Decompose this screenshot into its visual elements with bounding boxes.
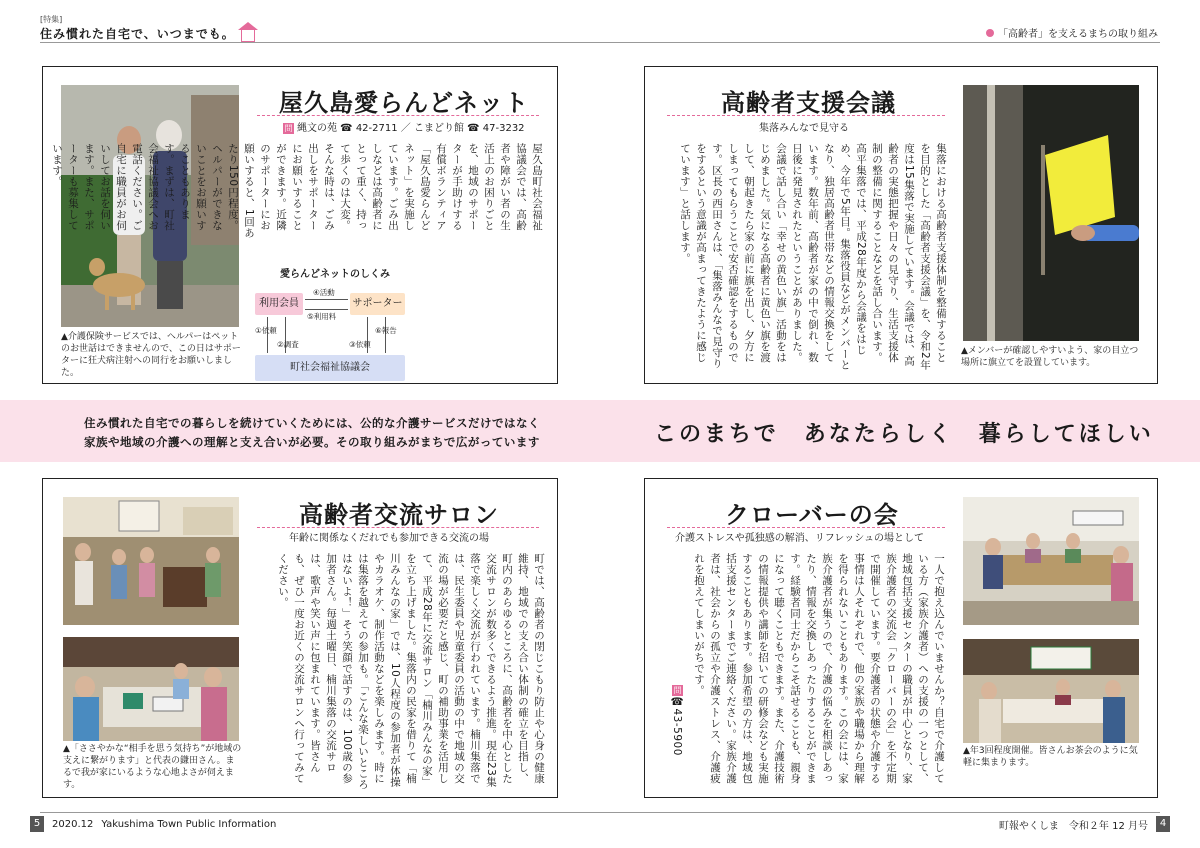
diagram-label: ⑤利用料 xyxy=(307,312,337,321)
section-label xyxy=(986,25,1158,40)
diagram-title: 愛らんどネットのしくみ xyxy=(280,269,390,280)
bullet-dot-icon xyxy=(986,29,994,37)
panel-shien xyxy=(644,66,1158,384)
photo-clover-meeting xyxy=(963,497,1139,625)
diagram-supporter: サポーター xyxy=(350,293,405,315)
footer-left xyxy=(30,816,276,832)
panel-title: 屋久島愛らんどネット xyxy=(279,89,529,117)
feature-tag: [特集] xyxy=(40,15,63,24)
publication-name: Yakushima Town Public Information xyxy=(101,818,277,830)
photo-clover-tea xyxy=(963,639,1139,743)
panel-subtitle: 年齢に関係なくだれでも参加できる交流の場 xyxy=(289,533,489,544)
title-divider xyxy=(257,527,539,528)
footer-right xyxy=(999,816,1170,832)
title-divider xyxy=(257,115,539,116)
panel-body-text: 町では、高齢者の閉じこもり防止や心身の健康維持、地域での支え合い体制の確立を目指し、町内のあらゆるところに、高齢者を中心とした交流サロンが数多くできるよう推進。現在23集落で楽しく交流が行われています。楠川集落では、民生委員や児童委員の活動の中で地域の交流の場が必要だと感じ、町の補助事業を活用して、平成28年に交流サロン「楠川みんなの家」を立ち上げました。集落内の民家を借りて「楠川みんなの家」では、10人程度の参加者が体操やカラオケ、制作活動などを楽しみます。時には集落を越えての参加も。「こんな楽しいところはないよ！」そう笑顔で話すのは、100歳の参加者さん。毎週土曜日、楠川集落の交流サロは、歌声や笑い声に包まれています。皆さんも、ぜひ一度お近くの交流サロンへ行ってみてください。 xyxy=(277,553,545,790)
feature-lead-line: 住み慣れた自宅での暮らしを続けていくためには、公的な介護サービスだけではなく xyxy=(84,416,540,430)
panel-subtitle: 介護ストレスや孤独感の解消、リフレッシュの場として xyxy=(675,533,924,544)
diagram-label: ①依頼 xyxy=(255,326,277,335)
series-header xyxy=(40,14,255,42)
section-label-text: 「高齢者」を支えるまちの取り組み xyxy=(998,29,1158,40)
panel-body-text: 集落における高齢者支援体制を整備することを目的とした「高齢者支援会議」を、令和2年度は15集落で実施しています。会議では、高齢者の実態把握や日々の見守り、生活支援体制の整備に関することなどを話し合います。高平集落では、平成28年度から会議をはじめ、今年で5年目。集落役員などがメンバーとなり、独居高齢者世帯などの情報交換をしています。数年前、高齢者が家の中で倒れ、数日後に発見されたということがありました。会議で話し合い「幸せの黄色い旗」活動をはじめました。気になる高齢者に黄色い旗を渡して、朝起きたら家の前に旗を出し、夕方にしまってもらうことで安否確認をするものです。区長の西田さんは、「集落みんなで見守りをするという意識が高まってきたように感じています」と話します。 xyxy=(679,143,947,371)
photo-caption: ▲年3回程度開催。皆さんお茶会のように気軽に集まります。 xyxy=(963,746,1138,769)
diagram-label: ③依頼 xyxy=(349,340,371,349)
diagram-label: ②調査 xyxy=(277,340,299,349)
feature-slogan: このまちで あなたらしく 暮らしてほしい xyxy=(654,422,1154,447)
panel-body-text: 一人で抱え込んでいませんか？自宅で介護している方（家族介護者）への支援の一つとして、地域包括支援センターの職員が中心となり、家族介護者の交流会「クローバーの会」を不定期で開催しています。要介護者の状態や介護する事情は人それぞれで、他の家族や職場から理解を得られないこともあります。この会には、家族介護者が集うので、介護の悩みを相談しあったり、情報を交換しあったりすることができます。経験者同士だからこそ話せることも、親身になって聴くこともできます。また、介護技術の情報提供や講師を招いての研修会なども実施することもあります。参加希望の方は、地域包括支援センターまでご連絡ください。家族介護者は、社会からの孤立や介護ストレス、介護疲れを抱えてしまいがちです。 xyxy=(693,553,945,784)
panel-title: クローバーの会 xyxy=(725,501,899,529)
series-title xyxy=(40,25,255,42)
contact-info xyxy=(283,119,525,134)
panel-airando xyxy=(42,66,558,384)
inquiry-badge: 問 xyxy=(284,124,293,133)
page-number: 5 xyxy=(30,816,44,832)
airando-scheme-diagram xyxy=(255,265,415,383)
photo-yellow-flag xyxy=(963,85,1139,341)
title-divider xyxy=(667,527,945,528)
page-number: 4 xyxy=(1156,816,1170,832)
contact-text: ☎43-5900 xyxy=(671,696,683,756)
diagram-label: ⑥報告 xyxy=(375,326,397,335)
contact-text: 縄文の苑 ☎ 42-2711 ／ こまどり館 ☎ 47-3232 xyxy=(297,123,525,134)
diagram-user-member: 利用会員 xyxy=(255,293,303,315)
panel-title: 高齢者交流サロン xyxy=(299,501,499,529)
photo-salon-crafts xyxy=(63,637,239,741)
footer-divider xyxy=(40,812,1160,813)
series-title-text: 住み慣れた自宅で、いつまでも。 xyxy=(40,27,235,41)
diagram-arrow xyxy=(305,299,348,300)
panel-salon xyxy=(42,478,558,798)
inquiry-badge: 問 xyxy=(673,686,682,695)
feature-lead xyxy=(84,414,540,452)
photo-caption: ▲介護保険サービスでは、ヘルパーはペットのお世話はできませんので、この日はサポーターに狂犬病注射への同行をお願いしました。 xyxy=(61,332,241,379)
photo-caption: ▲「ささやかな“相手を思う気持ち”が地域の支えに繋がります」と代表の鎌田さん。まるで我が家にいるような心地よさが伺えます。 xyxy=(63,744,242,791)
issue-date: 2020.12 xyxy=(52,818,94,830)
house-icon xyxy=(241,30,255,42)
feature-lead-line: 家族や地域の介護への理解と支え合いが必要。その取り組みがまちで広がっています xyxy=(84,435,540,449)
diagram-council: 町社会福祉協議会 xyxy=(255,355,405,381)
contact-info xyxy=(665,685,685,791)
panel-subtitle: 集落みんなで見守る xyxy=(759,123,849,134)
panel-body-text: 屋久島町社会福祉協議会では、高齢者や障がい者の生活上のお困りごとを、地域のサポーターが手助けする有償ボランティア「屋久島愛らんどネット」を実施しています。ごみ出しなどは高齢者にとって重く、持って歩くのは大変。そんな時は、ごみ出しをサポーターにお願いすることができます。近隣のサポーターにお願いすると、1回あたり150円程度。ヘルパーができないことをお願いすることもあります。まずは、町社会福祉協議会へお電話ください。ご自宅に職員がお伺いしてお話を伺います。また、サポーターも募集しています。 xyxy=(51,143,543,239)
panel-clover xyxy=(644,478,1158,798)
diagram-arrow xyxy=(305,309,348,310)
photo-caption: ▲メンバーが確認しやすいよう、家の目立つ場所に旗立てを設置しています。 xyxy=(961,346,1139,369)
panel-title: 高齢者支援会議 xyxy=(721,89,896,117)
header-divider xyxy=(40,42,1160,43)
title-divider xyxy=(667,115,945,116)
diagram-label: ④活動 xyxy=(313,288,335,297)
publication-issue: 町報やくしま 令和２年 12 月号 xyxy=(998,820,1148,832)
photo-salon-exercise xyxy=(63,497,239,625)
